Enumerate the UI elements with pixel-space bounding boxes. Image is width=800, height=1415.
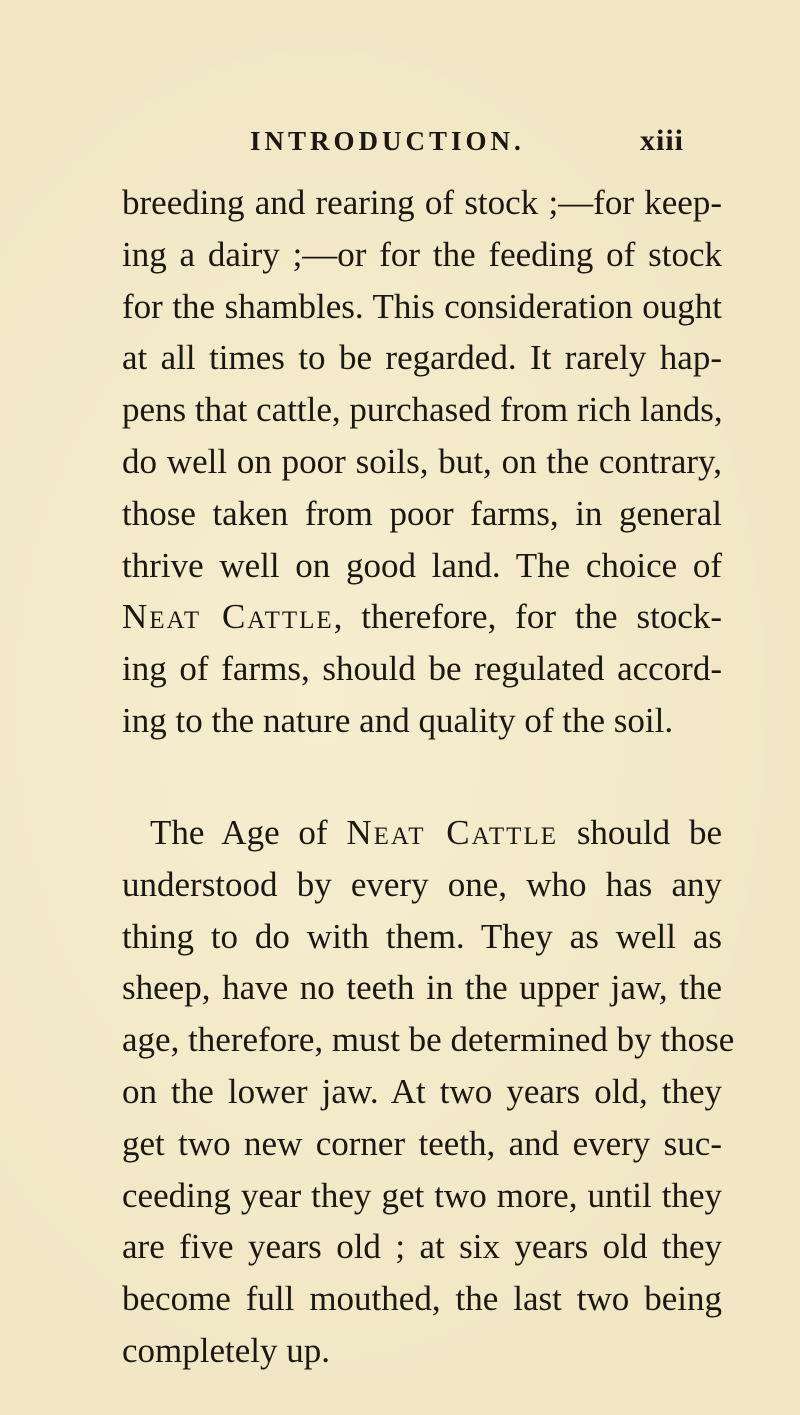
text-line: do well on poor soils, but, on the contrary,: [122, 441, 722, 481]
text-line: breeding and rearing of stock ;—for keep-: [122, 183, 722, 222]
text-line: are five years old ; at six years old they: [122, 1227, 722, 1267]
text-line: ing a dairy ;—or for the feeding of stock: [122, 234, 722, 274]
text-line-prefix: The Age of: [150, 813, 328, 852]
small-caps-term: Neat Cattle: [122, 597, 334, 637]
text-line: understood by every one, who has any: [122, 864, 722, 904]
text-line-rest: , therefore, for the stock-: [333, 597, 722, 637]
text-line: age, therefore, must be determined by those: [122, 1020, 735, 1060]
text-line-suffix: should be: [576, 813, 722, 852]
text-line: ing to the nature and quality of the soil.: [122, 700, 674, 740]
paragraph-1: [122, 177, 722, 747]
text-line: at all times to be regarded. It rarely hap-: [122, 338, 722, 378]
running-head: [250, 126, 760, 166]
text-line: thrive well on good land. The choice of: [122, 545, 722, 585]
text-line: on the lower jaw. At two years old, they: [122, 1071, 722, 1111]
text-line: ing of farms, should be regulated accord-: [122, 649, 722, 689]
text-line: become full mouthed, the last two being: [122, 1279, 722, 1319]
text-line: those taken from poor farms, in general: [122, 493, 722, 533]
text-line: ceeding year they get two more, until they: [122, 1175, 722, 1215]
paragraph-2: [122, 807, 735, 1377]
text-line: for the shambles. This consideration ought: [122, 286, 722, 326]
text-line: get two new corner teeth, and every suc-: [122, 1123, 722, 1163]
text-line-with-small-caps: [122, 807, 722, 859]
text-line-with-small-caps: [122, 591, 722, 643]
page-number: xiii: [640, 124, 685, 157]
text-line: thing to do with them. They as well as: [122, 916, 722, 956]
text-line: pens that cattle, purchased from rich lands,: [122, 390, 723, 430]
text-line: completely up.: [122, 1330, 331, 1370]
running-title: INTRODUCTION.: [250, 126, 525, 156]
small-caps-term: Neat Cattle: [346, 813, 558, 852]
text-line: sheep, have no teeth in the upper jaw, the: [122, 968, 722, 1008]
